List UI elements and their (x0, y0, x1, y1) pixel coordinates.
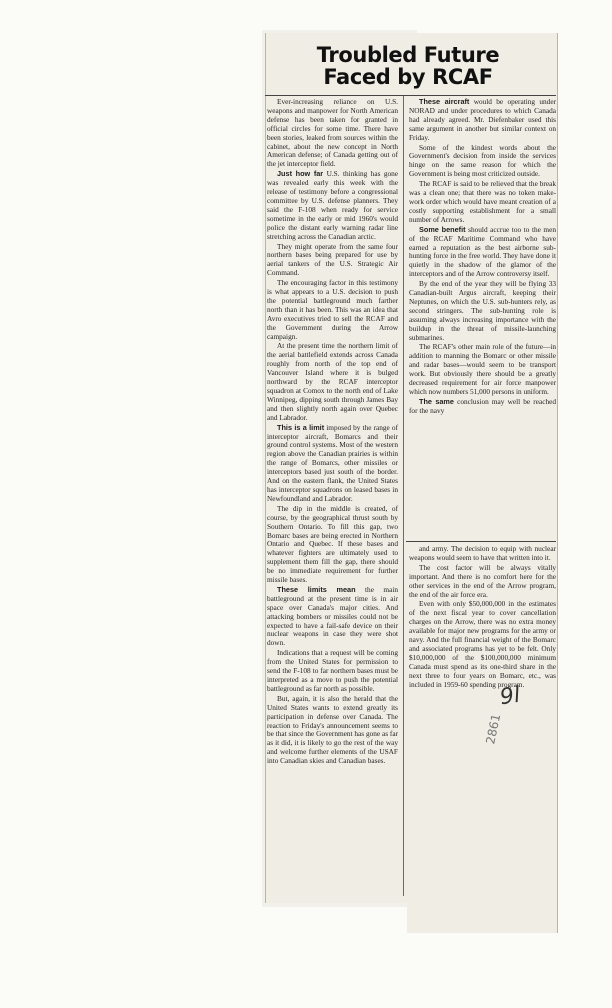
paragraph (267, 243, 398, 279)
paragraph (409, 343, 556, 396)
paragraph-text: Some of the kindest words about the Government's decision from inside the services hinge on the same reason for which the Government is being most criticized outside. (409, 142, 556, 179)
paragraph (409, 545, 556, 563)
paragraph (267, 424, 398, 504)
paragraph-lead: Some benefit (419, 224, 466, 234)
paragraph (409, 180, 556, 225)
paragraph-text: The cost factor will be always vitally important. And there is no comfort here for the other services in the end of the Arrow program, the end of the air force era. (409, 562, 556, 599)
paragraph (267, 98, 398, 169)
paragraph (409, 564, 556, 600)
paragraph (267, 342, 398, 422)
paragraph-lead: These aircraft (419, 97, 470, 106)
paragraph-text: imposed by the range of interceptor aircraft, Bomarcs and their ground control systems. Most of the western region above the Canadian prairies is within the range of Bomarcs, other missiles or interceptors based just south of the border. And on the eastern flank, the United States has interceptor squadrons on leased bases in Newfoundland and Labrador. (267, 422, 398, 503)
paragraph-text: They might operate from the same four northern bases being prepared for use by aerial tankers of the U.S. Strategic Air Command. (267, 241, 398, 278)
article-column-3 (409, 545, 556, 691)
paragraph (409, 144, 556, 180)
paragraph-text: and army. The decision to equip with nuclear weapons would seem to have that written into it. (409, 544, 556, 562)
article-column-2 (409, 98, 556, 417)
handwritten-number: 2861 (483, 712, 504, 746)
paragraph (267, 649, 398, 694)
paragraph-text: should accrue too to the men of the RCAF Maritime Command who have earned a reputation as the best airborne sub-hunting force in the free world. They have done it quietly in the shadow of the glamor of the interceptors and of the Arrow controversy itself. (409, 224, 556, 279)
paragraph-text: The RCAF is said to be relieved that the break was a clean one; that there was no token make-work order which would have meant creation of a costly supporting establishment for a small number of Arrows. (409, 179, 556, 224)
paragraph-lead: The same (419, 396, 454, 406)
paragraph-text: The dip in the middle is created, of course, by the geographical thrust south by Southern Ontario. To fill this gap, two Bomarc bases are being erected in Northern Ontario and Quebec. If these bases and whatever fighters are ultimately used to supplement them fill the gap, there should be no immediate requirement for further missile bases. (267, 503, 398, 585)
section-rule (406, 541, 556, 542)
headline-rule (265, 95, 556, 96)
paragraph-lead: This is a limit (277, 422, 325, 432)
paragraph (267, 586, 398, 648)
paragraph (267, 170, 398, 241)
paragraph (409, 600, 556, 689)
paragraph-text: the main battleground at the present time is in air space over Canada's major cities. And attacking bombers or missiles could not be expected to have a fail-safe device on their nuclear weapons in case they were shot down. (267, 584, 399, 648)
paragraph-text: The encouraging factor in this testimony is what appears to a U.S. decision to push the potential battleground much farther north than it has been. This was an idea that Avro executives tried to sell the RCAF and the Government during the Arrow campaign. (267, 278, 398, 341)
paragraph-text: conclusion may well be reached for the navy (409, 396, 556, 415)
paragraph-text: U.S. thinking has gone was revealed early this week with the release of testimony before a congressional committee by U.S. defense planners. They said the F-108 when ready for service sometime in the early or mid 1960's would police the distant early warning radar line stretching across the Canadian arctic. (267, 169, 398, 241)
column-divider (403, 96, 404, 896)
paragraph-text: Indications that a request will be coming from the United States for permission to send the F-108 to far northern bases must be interpreted as a move to push the potential battleground as far north as possible. (267, 648, 398, 693)
paragraph-lead: These limits mean (277, 584, 356, 594)
paragraph-text: At the present time the northern limit of the aerial battlefield extends across Canada roughly from north of the top end of Vancouver Island where it is bulged northward by the RCAF interceptor squadron at Comox to the north end of Lake Winnipeg, dipping south through James Bay and then slightly north again over Quebec and Labrador. (267, 341, 398, 422)
paragraph-text: would be operating under NORAD and under procedures to which Canada had already agreed. Mr. Diefenbaker used this same argument in another but similar context on Friday. (409, 97, 556, 142)
paragraph (267, 279, 398, 341)
paragraph (409, 98, 556, 143)
paragraph (409, 398, 556, 416)
headline-line-2: Faced by RCAF (323, 65, 493, 89)
paragraph-lead: Just how far (277, 169, 324, 179)
headline (313, 44, 503, 88)
handwritten-mark: 9l (498, 682, 522, 711)
paragraph-text: By the end of the year they will be flying 33 Canadian-built Argus aircraft, keeping their Neptunes, on which the U.S. sub-hunters rely, as second stringers. The sub-hunting role is assuming always increasing importance with the buildup in the threat of missile-launching submarines. (409, 279, 556, 342)
paragraph (267, 695, 398, 766)
paragraph (409, 280, 556, 342)
paragraph-text: Ever-increasing reliance on U.S. weapons and manpower for North American defense has been taken for granted in official circles for some time. There have been stories, leaked from sources within the cabinet, about the new concept in North American defense; of Canada getting out of the jet interceptor field. (267, 97, 398, 169)
paragraph-text: But, again, it is also the herald that the United States wants to extend greatly its participation in defense over Canada. The reaction to Friday's announcement seems to be that since the Government has gone as far as it did, it is likely to go the rest of the way and welcome further elements of the USAF into Canadian skies and Canadian bases. (267, 693, 398, 766)
paragraph (267, 505, 398, 585)
paragraph-text: Even with only $50,000,000 in the estimates of the next fiscal year to cover cancellation charges on the Arrow, there was no extra money available for major new programs for the army or navy. And the full financial weight of the Bomarc and associated programs has yet to be felt. Only $10,000,000 of the $100,000,000 minimum Canada must spend as its one-third share in the next three to four years on Bomarc, etc., was included in 1959-60 spending program. (409, 599, 556, 689)
headline-line-1: Troubled Future (316, 43, 500, 67)
paragraph (409, 226, 556, 279)
article-column-1 (267, 98, 398, 767)
paragraph-text: The RCAF's other main role of the future—in addition to manning the Bomarc or other missile and radar bases—would seem to be transport work. But obviously there should be a greatly decreased requirement for air force manpower which now numbers 51,000 persons in uniform. (409, 342, 556, 396)
